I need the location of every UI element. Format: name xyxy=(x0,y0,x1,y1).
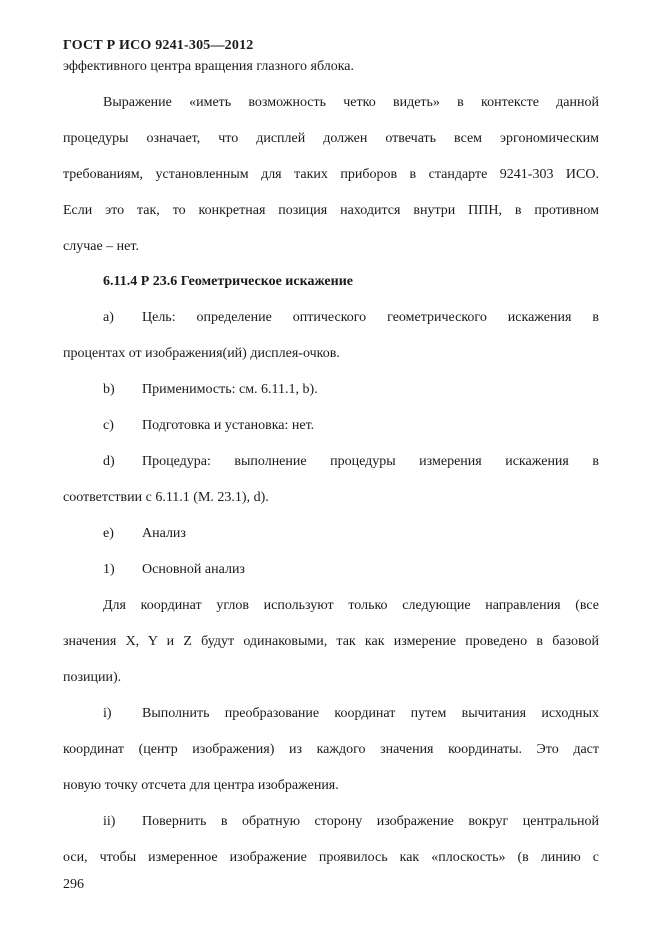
list-marker: e) xyxy=(103,526,114,541)
list-marker: c) xyxy=(103,418,114,433)
list-item-text: координат (центр изображения) из каждого значения координаты. Это даст xyxy=(63,742,599,757)
text-line: значения X, Y и Z будут одинаковыми, так как измерение проведено в базовой xyxy=(63,634,599,649)
list-marker: 1) xyxy=(103,562,115,577)
text-line: Если это так, то конкретная позиция находится внутри ППН, в противном xyxy=(63,203,599,218)
document-header: ГОСТ Р ИСО 9241-305—2012 xyxy=(63,38,254,53)
list-item-text: Подготовка и установка: нет. xyxy=(142,418,315,433)
list-marker: d) xyxy=(103,454,115,469)
list-item-text: Цель: определение оптического геометрического искажения в xyxy=(142,310,599,325)
list-item-text: Повернить в обратную сторону изображение вокруг центральной xyxy=(142,814,599,829)
section-heading: 6.11.4 Р 23.6 Геометрическое искажение xyxy=(103,274,353,289)
text-line: случае – нет. xyxy=(63,239,139,254)
list-item-text: соответствии с 6.11.1 (М. 23.1), d). xyxy=(63,490,269,505)
list-item-text: Анализ xyxy=(142,526,186,541)
text-line: требованиям, установленным для таких приборов в стандарте 9241-303 ИСО. xyxy=(63,167,599,182)
list-item-text: Выполнить преобразование координат путем вычитания исходных xyxy=(142,706,599,721)
list-marker: a) xyxy=(103,310,114,325)
list-item-text: Процедура: выполнение процедуры измерения искажения в xyxy=(142,454,599,469)
list-item-text: Основной анализ xyxy=(142,562,245,577)
text-line: процедуры означает, что дисплей должен отвечать всем эргономическим xyxy=(63,131,599,146)
text-line: Для координат углов используют только следующие направления (все xyxy=(103,598,599,613)
list-marker: i) xyxy=(103,706,112,721)
list-item-text: новую точку отсчета для центра изображения. xyxy=(63,778,339,793)
list-marker: ii) xyxy=(103,814,116,829)
list-marker: b) xyxy=(103,382,115,397)
text-line: эффективного центра вращения глазного яблока. xyxy=(63,59,355,74)
list-item-text: процентах от изображения(ий) дисплея-очков. xyxy=(63,346,340,361)
text-line: позиции). xyxy=(63,670,122,685)
list-item-text: Применимость: см. 6.11.1, b). xyxy=(142,382,318,397)
page-number: 296 xyxy=(63,877,84,892)
list-item-text: оси, чтобы измеренное изображение проявилось как «плоскость» (в линию с xyxy=(63,850,599,865)
text-line: Выражение «иметь возможность четко видеть» в контексте данной xyxy=(103,95,599,110)
